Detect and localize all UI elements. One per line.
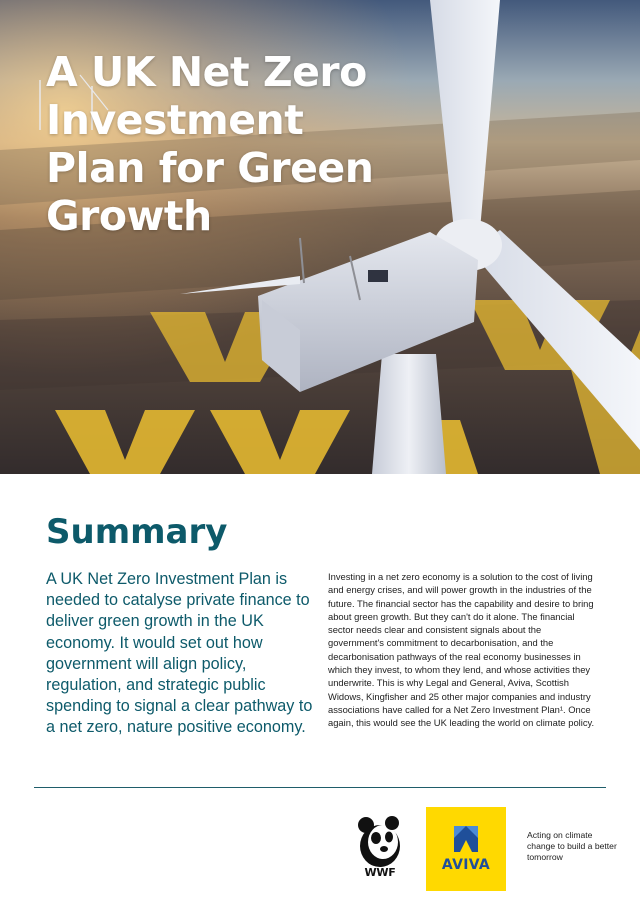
summary-body-paragraph: Investing in a net zero economy is a solution to the cost of living and energy crises, and will power growth in the industries of the future. The financial sector has the capability and desire to bring about green growth. But they can't do it alone. The financial sector needs clear and consistent signals about the government's commitment to decarbonisation, and the decarbonisation pathways of the real economy businesses in which they invest, to whom they lend, and whose activities they underwrite. This is why Legal and General, Aviva, Scottish Widows, Kingfisher and 25 other major companies and industry associations have called for a Net Zero Investment Plan¹. Once again, this would see the UK leading the world on climate policy. xyxy=(328,571,595,729)
wwf-logo xyxy=(356,816,404,884)
panda-icon xyxy=(356,816,404,868)
aviva-wordmark: AVIVA xyxy=(441,857,491,873)
aviva-tagline: Acting on climate change to build a better tomorrow xyxy=(527,830,617,862)
section-divider xyxy=(34,787,606,788)
summary-heading: Summary xyxy=(46,512,228,552)
report-title: A UK Net Zero Investment Plan for Green Growth xyxy=(46,48,374,240)
summary-lead-paragraph: A UK Net Zero Investment Plan is needed to catalyse private finance to deliver green growth in the UK economy. It would set out how government will align policy, regulation, and strategic public spending to signal a clear pathway to a net zero, nature positive economy. xyxy=(46,570,313,737)
wwf-wordmark: WWF xyxy=(364,866,396,879)
aviva-logo xyxy=(426,807,506,891)
aviva-mark-icon xyxy=(426,807,506,857)
